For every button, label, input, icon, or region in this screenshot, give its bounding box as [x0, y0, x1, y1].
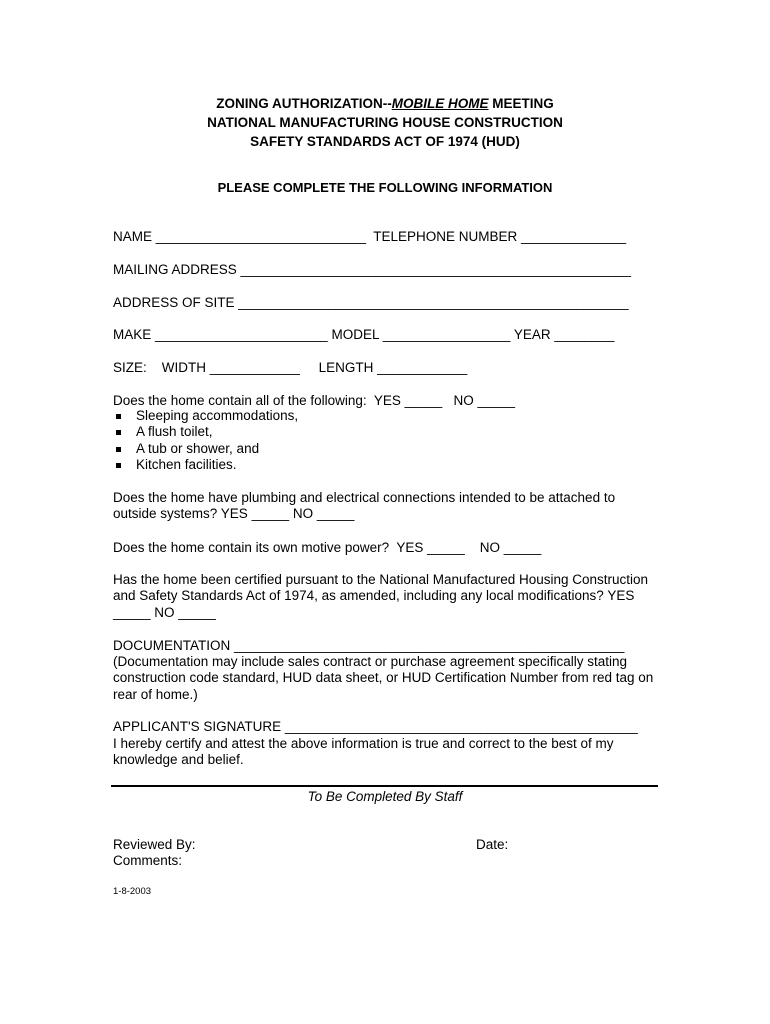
list-item: A tub or shower, and: [113, 441, 298, 457]
documentation-note: (Documentation may include sales contract or purchase agreement specifically stating construction code standard, HUD data sheet, or HUD Certification Number from red tag on rear of home.): [113, 654, 654, 702]
question-motive-power[interactable]: Does the home contain its own motive power? YES _____ NO _____: [113, 540, 542, 555]
bullet-icon: [116, 430, 121, 435]
size-field[interactable]: SIZE: WIDTH ____________ LENGTH ____________: [113, 360, 468, 375]
question-hud-certified[interactable]: Has the home been certified pursuant to the National Manufactured Housing Construction and Safety Standards Act of 1974, as amended, including any local modifications? YES _____ NO _____: [113, 572, 649, 620]
signature-field[interactable]: APPLICANT'S SIGNATURE _______________________________________________: [113, 719, 638, 734]
title-line-2: NATIONAL MANUFACTURING HOUSE CONSTRUCTION: [207, 115, 563, 130]
instruction-heading: PLEASE COMPLETE THE FOLLOWING INFORMATION: [217, 180, 553, 195]
documentation-field[interactable]: DOCUMENTATION ____________________________________________________: [113, 638, 625, 653]
mailing-address-field[interactable]: MAILING ADDRESS ____________________________________________________: [113, 262, 631, 277]
title-emphasis: MOBILE HOME: [391, 96, 489, 111]
list-item: A flush toilet,: [113, 424, 298, 440]
date-label: Date:: [476, 837, 509, 852]
form-revision-date: 1-8-2003: [113, 886, 152, 897]
certification-statement: I hereby certify and attest the above information is true and correct to the best of my knowledge and belief.: [113, 736, 614, 768]
list-item: Sleeping accommodations,: [113, 408, 298, 424]
name-telephone-field[interactable]: NAME ____________________________ TELEPHONE NUMBER ______________: [113, 229, 627, 244]
bullet-icon: [116, 463, 121, 468]
make-model-year-field[interactable]: MAKE _______________________ MODEL _________________ YEAR ________: [113, 327, 615, 342]
bullet-icon: [116, 414, 121, 419]
question-contains-facilities[interactable]: Does the home contain all of the following: YES _____ NO _____: [113, 393, 516, 408]
question-plumbing-electrical[interactable]: Does the home have plumbing and electrical connections intended to be attached to outside systems? YES _____ NO _____: [113, 490, 616, 522]
reviewed-by-label: Reviewed By:: [113, 837, 196, 852]
title-line-1: ZONING AUTHORIZATION--MOBILE HOME MEETING: [216, 96, 554, 111]
staff-section-heading: To Be Completed By Staff: [307, 789, 463, 804]
form-title: [0, 94, 770, 151]
list-item: Kitchen facilities.: [113, 457, 298, 473]
comments-label: Comments:: [113, 853, 183, 868]
staff-section-divider: [111, 785, 658, 787]
bullet-icon: [116, 447, 121, 452]
facilities-list: [113, 408, 298, 473]
site-address-field[interactable]: ADDRESS OF SITE ____________________________________________________: [113, 295, 629, 310]
title-line-3: SAFETY STANDARDS ACT OF 1974 (HUD): [250, 134, 520, 149]
